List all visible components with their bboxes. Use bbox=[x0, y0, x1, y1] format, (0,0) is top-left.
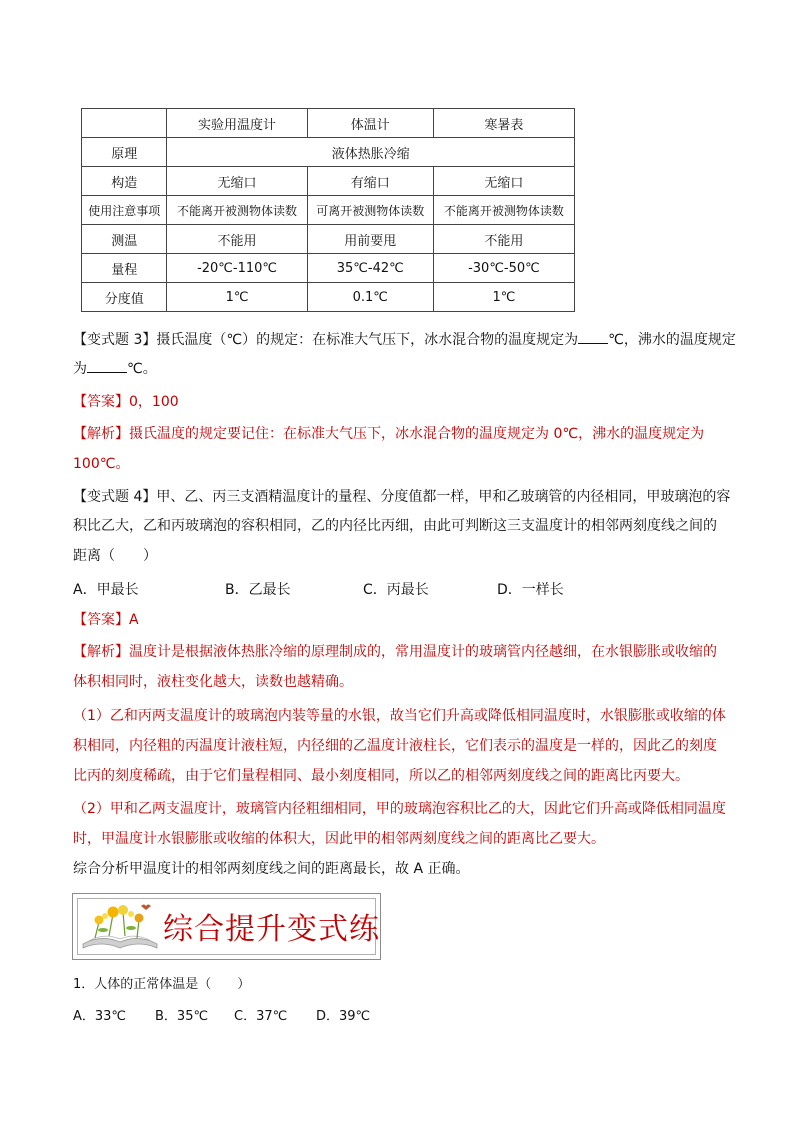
answer-tag: 【答案】 bbox=[73, 394, 129, 410]
table-cell: 不能离开被测物体读数 bbox=[433, 196, 574, 225]
table-row-label: 分度值 bbox=[82, 283, 167, 312]
q4-analysis-line bbox=[73, 642, 717, 662]
table-cell: 0.1℃ bbox=[307, 283, 433, 312]
q3-stem-line-2 bbox=[73, 358, 157, 379]
q1-option-b: B．35℃ bbox=[155, 1009, 209, 1024]
analysis-tag: 【解析】 bbox=[73, 644, 129, 660]
q4-analysis-line: 体积相同时，液柱变化越大，读数也越精确。 bbox=[73, 674, 353, 690]
q1-option-a: A．33℃ bbox=[73, 1009, 127, 1024]
q3-analysis-line-2: 100℃。 bbox=[73, 456, 130, 472]
section-title: 综合提升变式练 bbox=[163, 912, 380, 947]
table-row-label: 构造 bbox=[82, 167, 167, 196]
q4-answer bbox=[73, 610, 139, 630]
section-banner bbox=[72, 893, 381, 960]
q4-analysis-line: 时，甲温度计水银膨胀或收缩的体积大，因此甲的相邻两刻度线之间的距离比乙要大。 bbox=[73, 831, 605, 847]
answer-text: 0，100 bbox=[129, 394, 179, 410]
table-cell: 用前要甩 bbox=[307, 225, 433, 254]
table-cell: 可离开被测物体读数 bbox=[307, 196, 433, 225]
table-row-label: 原理 bbox=[82, 138, 167, 167]
q3-text-b: ℃，沸水的温度规定 bbox=[608, 332, 736, 348]
q4-stem-line-3: 距离（ ） bbox=[73, 548, 157, 564]
q4-analysis-line: 比丙的刻度稀疏，由于它们量程相同、最小刻度相同，所以乙的相邻两刻度线之间的距离比丙要大。 bbox=[73, 768, 689, 784]
answer-tag: 【答案】 bbox=[73, 612, 129, 628]
q3-stem-line-1 bbox=[73, 329, 736, 350]
q4-option-c: C．丙最长 bbox=[363, 582, 429, 598]
q4-option-a: A．甲最长 bbox=[73, 582, 139, 598]
table-row-label: 量程 bbox=[82, 254, 167, 283]
analysis-text: 摄氏温度的规定要记住：在标准大气压下，冰水混合物的温度规定为 0℃，沸水的温度规定为 bbox=[129, 426, 705, 442]
analysis-tag: 【解析】 bbox=[73, 426, 129, 442]
table-cell: 不能用 bbox=[167, 225, 307, 254]
table-cell: 1℃ bbox=[167, 283, 307, 312]
q4-stem-line-1 bbox=[73, 487, 730, 507]
q1-option-c: C．37℃ bbox=[234, 1009, 288, 1024]
table-header-cell: 实验用温度计 bbox=[167, 109, 307, 138]
table-cell: -30℃-50℃ bbox=[433, 254, 574, 283]
table-cell: 1℃ bbox=[433, 283, 574, 312]
q4-analysis-line: 积相同，内径粗的丙温度计液柱短，内径细的乙温度计液柱长，它们表示的温度是一样的，因此乙的刻度 bbox=[73, 738, 717, 754]
table-cell: -20℃-110℃ bbox=[167, 254, 307, 283]
q1-option-d: D．39℃ bbox=[316, 1009, 371, 1024]
q4-analysis-line: （2）甲和乙两支温度计，玻璃管内径粗细相同，甲的玻璃泡容积比乙的大，因此它们升高或降低相同温度 bbox=[73, 801, 726, 817]
thermometer-comparison-table bbox=[81, 108, 575, 312]
q3-text-c: 为 bbox=[73, 361, 87, 377]
q4-tag: 【变式题 4】 bbox=[73, 489, 157, 505]
q3-answer bbox=[73, 392, 179, 412]
table-cell: 35℃-42℃ bbox=[307, 254, 433, 283]
table-header-cell: 寒暑表 bbox=[433, 109, 574, 138]
table-cell: 无缩口 bbox=[167, 167, 307, 196]
analysis-text: 温度计是根据液体热胀冷缩的原理制成的，常用温度计的玻璃管内径越细，在水银膨胀或收缩的 bbox=[129, 644, 717, 660]
table-row-label: 测温 bbox=[82, 225, 167, 254]
q3-analysis-line-1 bbox=[73, 424, 704, 444]
q3-tag: 【变式题 3】 bbox=[73, 332, 157, 348]
q3-text-d: ℃。 bbox=[127, 361, 157, 377]
table-cell: 不能用 bbox=[433, 225, 574, 254]
table-header-cell: 体温计 bbox=[307, 109, 433, 138]
q4-text: 甲、乙、丙三支酒精温度计的量程、分度值都一样，甲和乙玻璃管的内径相同，甲玻璃泡的容 bbox=[156, 489, 731, 505]
q4-stem-line-2: 积比乙大，乙和丙玻璃泡的容积相同，乙的内径比丙细，由此可判断这三支温度计的相邻两刻度线之间的 bbox=[73, 518, 717, 534]
answer-text: A bbox=[129, 612, 139, 628]
q4-option-d: D．一样长 bbox=[497, 582, 564, 598]
q4-conclusion: 综合分析甲温度计的相邻两刻度线之间的距离最长，故 A 正确。 bbox=[73, 861, 470, 877]
q3-blank-2 bbox=[87, 358, 127, 373]
q4-option-b: B．乙最长 bbox=[225, 582, 291, 598]
table-header-cell bbox=[82, 109, 167, 138]
q1-stem: 1．人体的正常体温是（ ） bbox=[73, 977, 251, 992]
open-book-flowers-icon bbox=[79, 900, 161, 952]
table-cell: 不能离开被测物体读数 bbox=[167, 196, 307, 225]
table-cell: 液体热胀冷缩 bbox=[167, 138, 575, 167]
q3-blank-1 bbox=[578, 329, 608, 344]
table-cell: 无缩口 bbox=[433, 167, 574, 196]
q4-analysis-line: （1）乙和丙两支温度计的玻璃泡内装等量的水银，故当它们升高或降低相同温度时，水银膨胀或收缩的体 bbox=[73, 708, 726, 724]
table-cell: 有缩口 bbox=[307, 167, 433, 196]
q3-text-a: 摄氏温度（℃）的规定：在标准大气压下，冰水混合物的温度规定为 bbox=[156, 332, 579, 348]
table-row-label: 使用注意事项 bbox=[82, 196, 167, 225]
